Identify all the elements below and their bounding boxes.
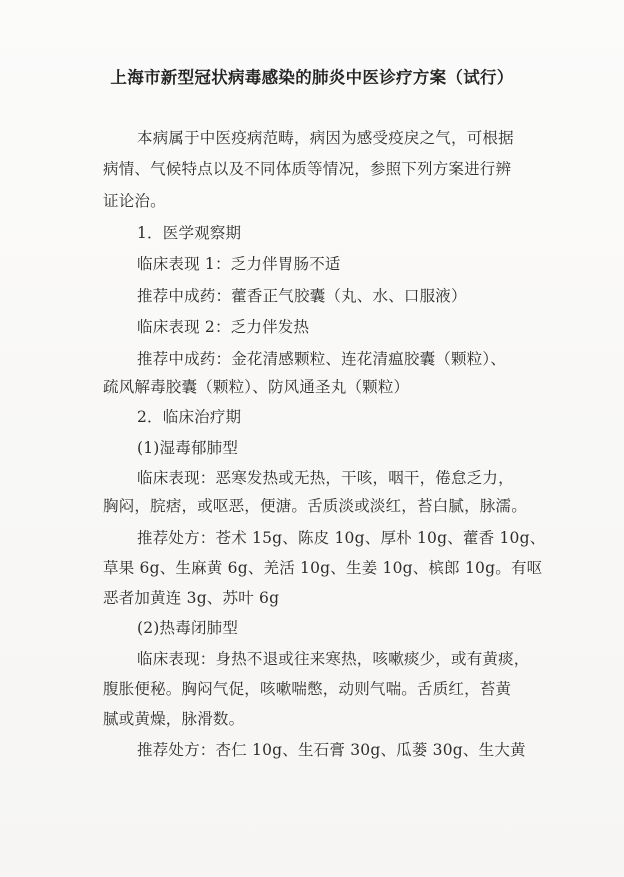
body-line: 胸闷，脘痞，或呕恶，便溏。舌质淡或淡红，苔白腻，脉濡。 [103, 497, 527, 515]
section-heading: 2．临床治疗期 [137, 408, 242, 426]
subsection-heading: (2)热毒闭肺型 [137, 619, 239, 637]
body-line: 推荐中成药：藿香正气胶囊（丸、水、口服液） [137, 287, 467, 305]
body-line: 腹胀便秘。胸闷气促，咳嗽喘憋，动则气喘。舌质红，苔黄 [103, 680, 512, 698]
body-line: 恶者加黄连 3g、苏叶 6g [103, 589, 280, 607]
body-line: 推荐处方：杏仁 10g、生石膏 30g、瓜蒌 30g、生大黄 [137, 741, 526, 759]
document-title: 上海市新型冠状病毒感染的肺炎中医诊疗方案（试行） [110, 68, 514, 87]
body-line: 临床表现：身热不退或往来寒热，咳嗽痰少，或有黄痰， [137, 650, 530, 668]
body-line: 临床表现 2：乏力伴发热 [137, 318, 310, 336]
body-line: 本病属于中医疫病范畴，病因为感受疫戾之气，可根据 [137, 129, 514, 147]
subsection-heading: (1)湿毒郁肺型 [137, 439, 239, 457]
body-line: 腻或黄燥，脉滑数。 [103, 710, 245, 728]
body-line: 证论治。 [103, 192, 166, 210]
section-heading: 1．医学观察期 [137, 224, 242, 242]
body-line: 推荐处方：苍术 15g、陈皮 10g、厚朴 10g、藿香 10g、 [137, 529, 546, 547]
body-line: 疏风解毒胶囊（颗粒）、防风通圣丸（颗粒） [103, 378, 410, 396]
body-line: 临床表现 1：乏力伴胃肠不适 [137, 255, 341, 273]
body-line: 推荐中成药：金花清感颗粒、连花清瘟胶囊（颗粒）、 [137, 350, 507, 368]
body-line: 临床表现：恶寒发热或无热，干咳，咽干，倦怠乏力， [137, 469, 514, 487]
body-line: 草果 6g、生麻黄 6g、羌活 10g、生姜 10g、槟郎 10g。有呕 [103, 559, 543, 577]
body-line: 病情、气候特点以及不同体质等情况，参照下列方案进行辨 [103, 160, 512, 178]
